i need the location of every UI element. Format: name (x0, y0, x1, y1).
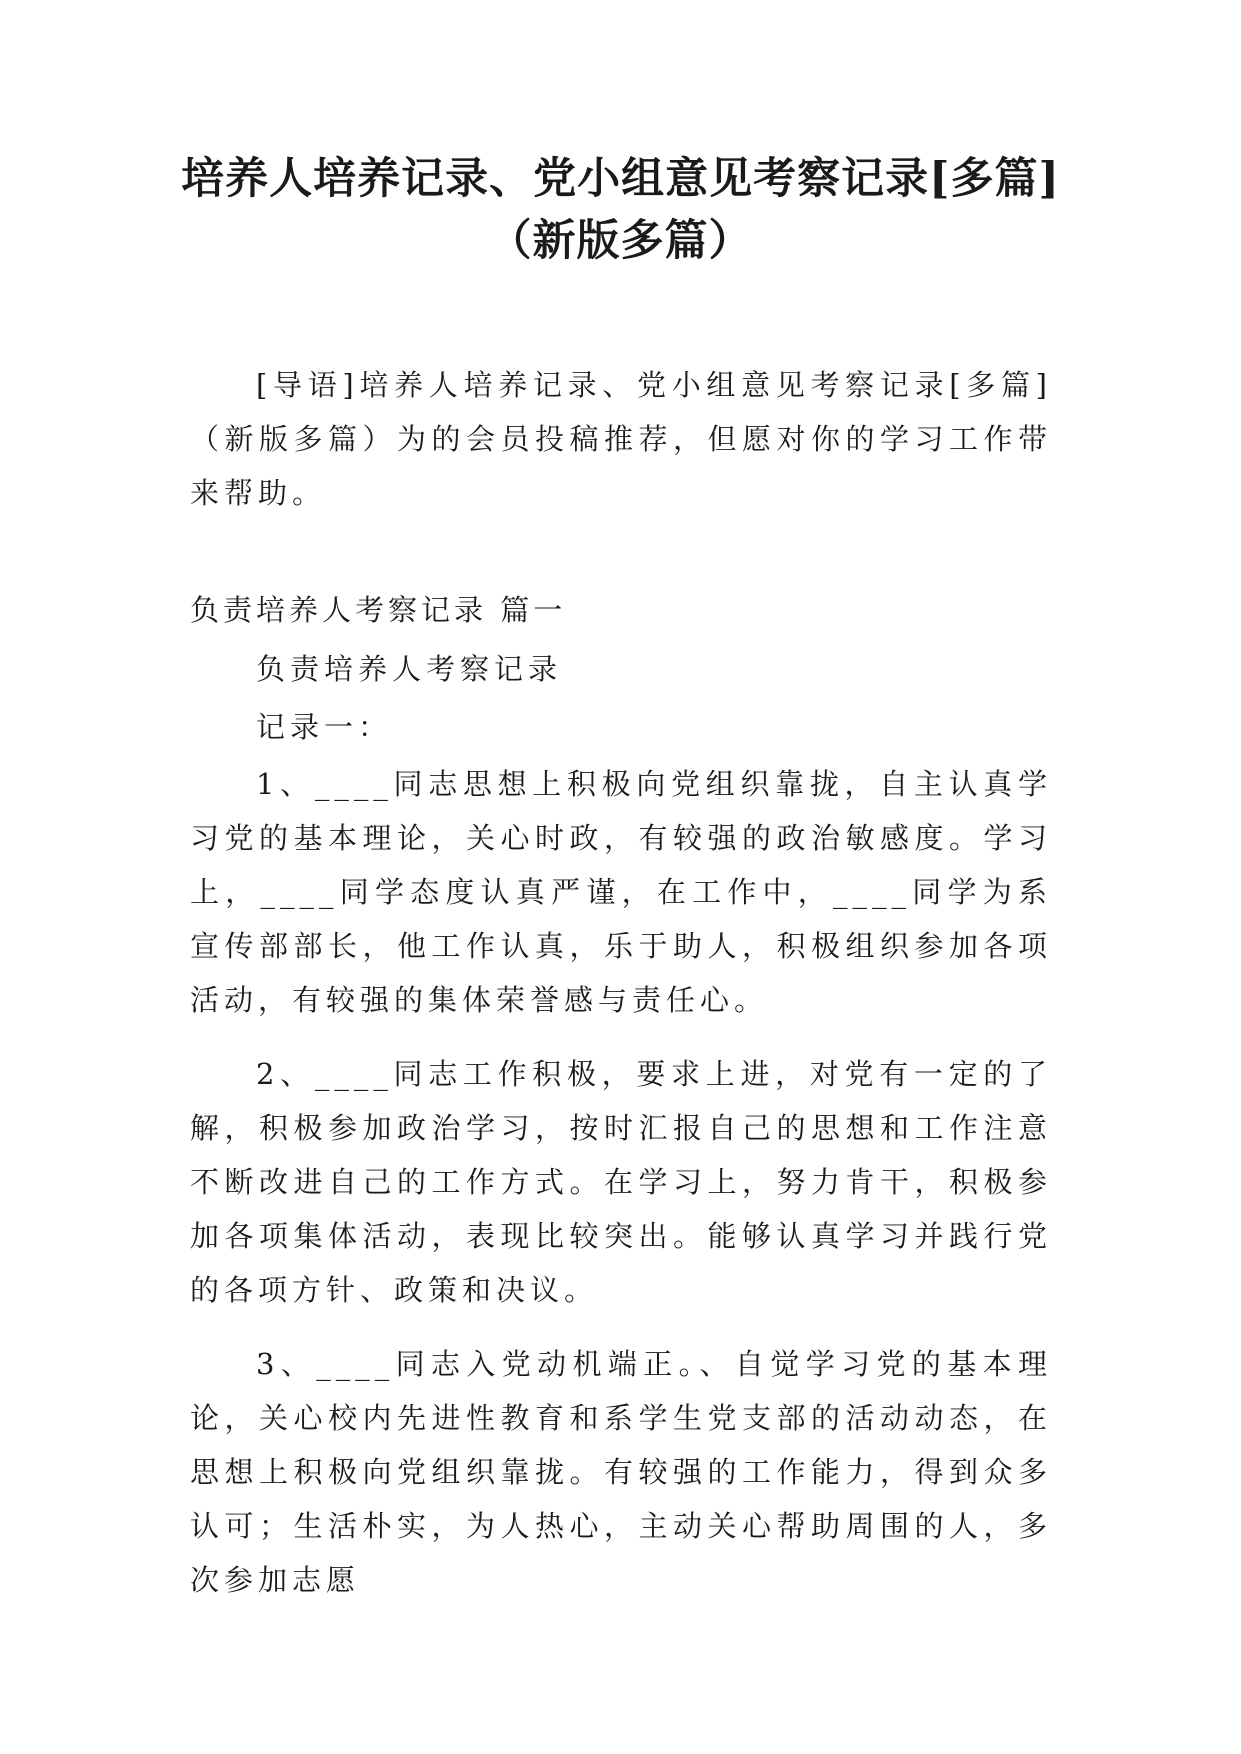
record-label: 记录一： (256, 710, 393, 744)
record-paragraph-1: 1、____同志思想上积极向党组织靠拢，自主认真学习党的基本理论，关心时政，有较强的政治敏感度。学习上，____同学态度认真严谨，在工作中，____同学为系宣传部部长，他工作认真，乐于助人，积极组织参加各项活动，有较强的集体荣誉感与责任心。 (190, 767, 1052, 1017)
section-heading: 负责培养人考察记录 篇一 (190, 593, 567, 627)
record-paragraph-2: 2、____同志工作积极，要求上进，对党有一定的了解，积极参加政治学习，按时汇报自己的思想和工作注意不断改进自己的工作方式。在学习上，努力肯干，积极参加各项集体活动，表现比较突出。能够认真学习并践行党的各项方针、政策和决议。 (190, 1057, 1052, 1307)
sub-heading: 负责培养人考察记录 (256, 652, 563, 686)
intro-paragraph: [导语]培养人培养记录、党小组意见考察记录[多篇]（新版多篇）为的会员投稿推荐，但愿对你的学习工作带来帮助。 (190, 368, 1052, 510)
record-paragraph-3: 3、____同志入党动机端正。、自觉学习党的基本理论，关心校内先进性教育和系学生党支部的活动动态，在思想上积极向党组织靠拢。有较强的工作能力，得到众多认可；生活朴实，为人热心，主动关心帮助周围的人，多次参加志愿 (190, 1347, 1052, 1597)
document-title: 培养人培养记录、党小组意见考察记录[多篇]（新版多篇） (181, 154, 1060, 266)
